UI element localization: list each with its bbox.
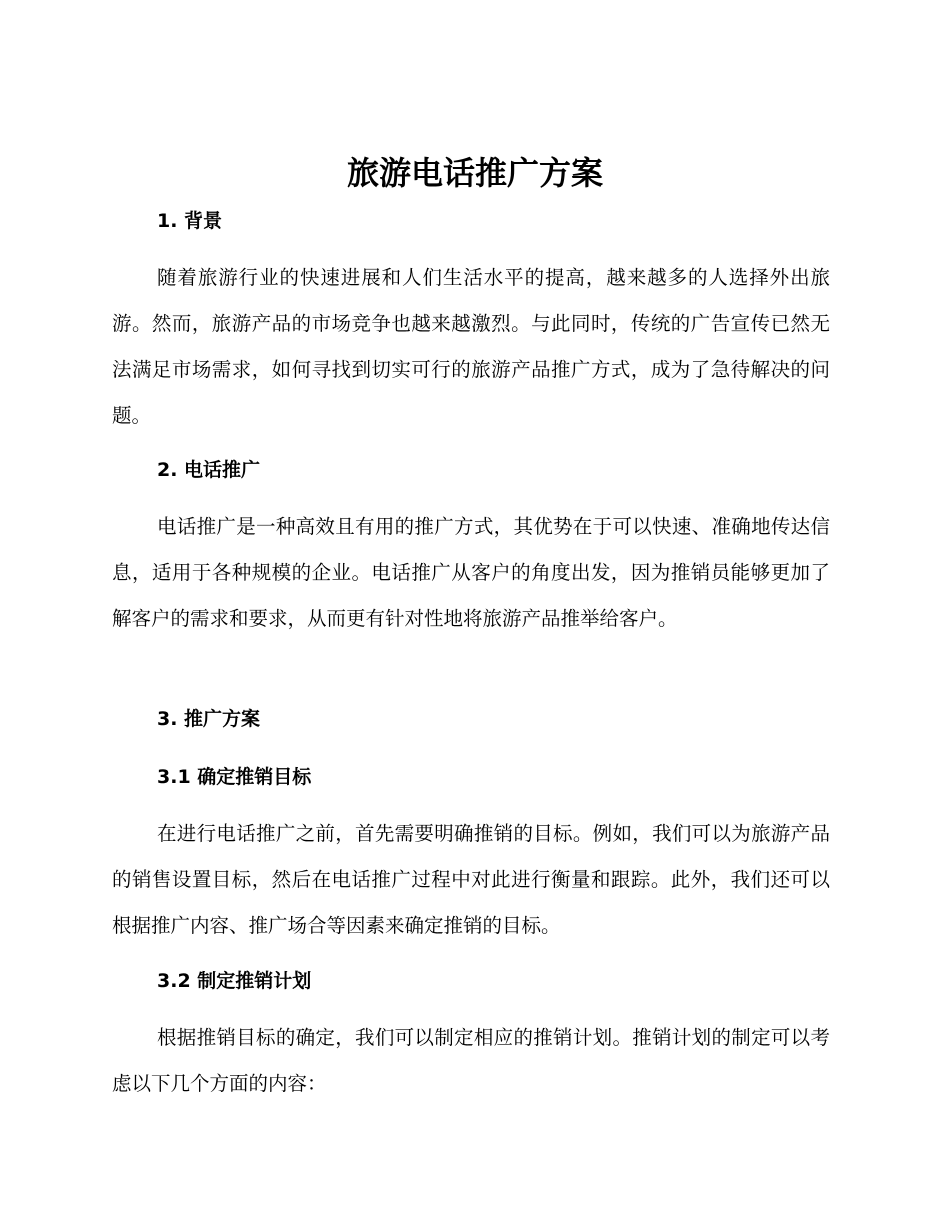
document-title: 旅游电话推广方案 — [346, 154, 603, 192]
section-heading-phone-promotion: 2. 电话推广 — [157, 459, 261, 481]
section-paragraph-sales-plan: 根据推销目标的确定，我们可以制定相应的推销计划。推销计划的制定可以考虑以下几个方面的内容： — [112, 1026, 830, 1095]
section-paragraph-sales-goal: 在进行电话推广之前，首先需要明确推销的目标。例如，我们可以为旅游产品的销售设置目标，然后在电话推广过程中对此进行衡量和跟踪。此外，我们还可以根据推广内容、推广场合等因素来确定推销的目标。 — [112, 822, 830, 937]
section-heading-sales-plan: 3.2 制定推销计划 — [157, 970, 312, 992]
section-heading-promotion-plan: 3. 推广方案 — [157, 708, 261, 730]
section-paragraph-background: 随着旅游行业的快速进展和人们生活水平的提高，越来越多的人选择外出旅游。然而，旅游产品的市场竞争也越来越激烈。与此同时，传统的广告宣传已然无法满足市场需求，如何寻找到切实可行的旅游产品推广方式，成为了急待解决的问题。 — [112, 266, 830, 427]
section-paragraph-phone-promotion: 电话推广是一种高效且有用的推广方式，其优势在于可以快速、准确地传达信息，适用于各种规模的企业。电话推广从客户的角度出发，因为推销员能够更加了解客户的需求和要求，从而更有针对性地将旅游产品推举给客户。 — [112, 515, 830, 630]
section-heading-background: 1. 背景 — [157, 210, 223, 232]
section-heading-sales-goal: 3.1 确定推销目标 — [157, 766, 312, 788]
